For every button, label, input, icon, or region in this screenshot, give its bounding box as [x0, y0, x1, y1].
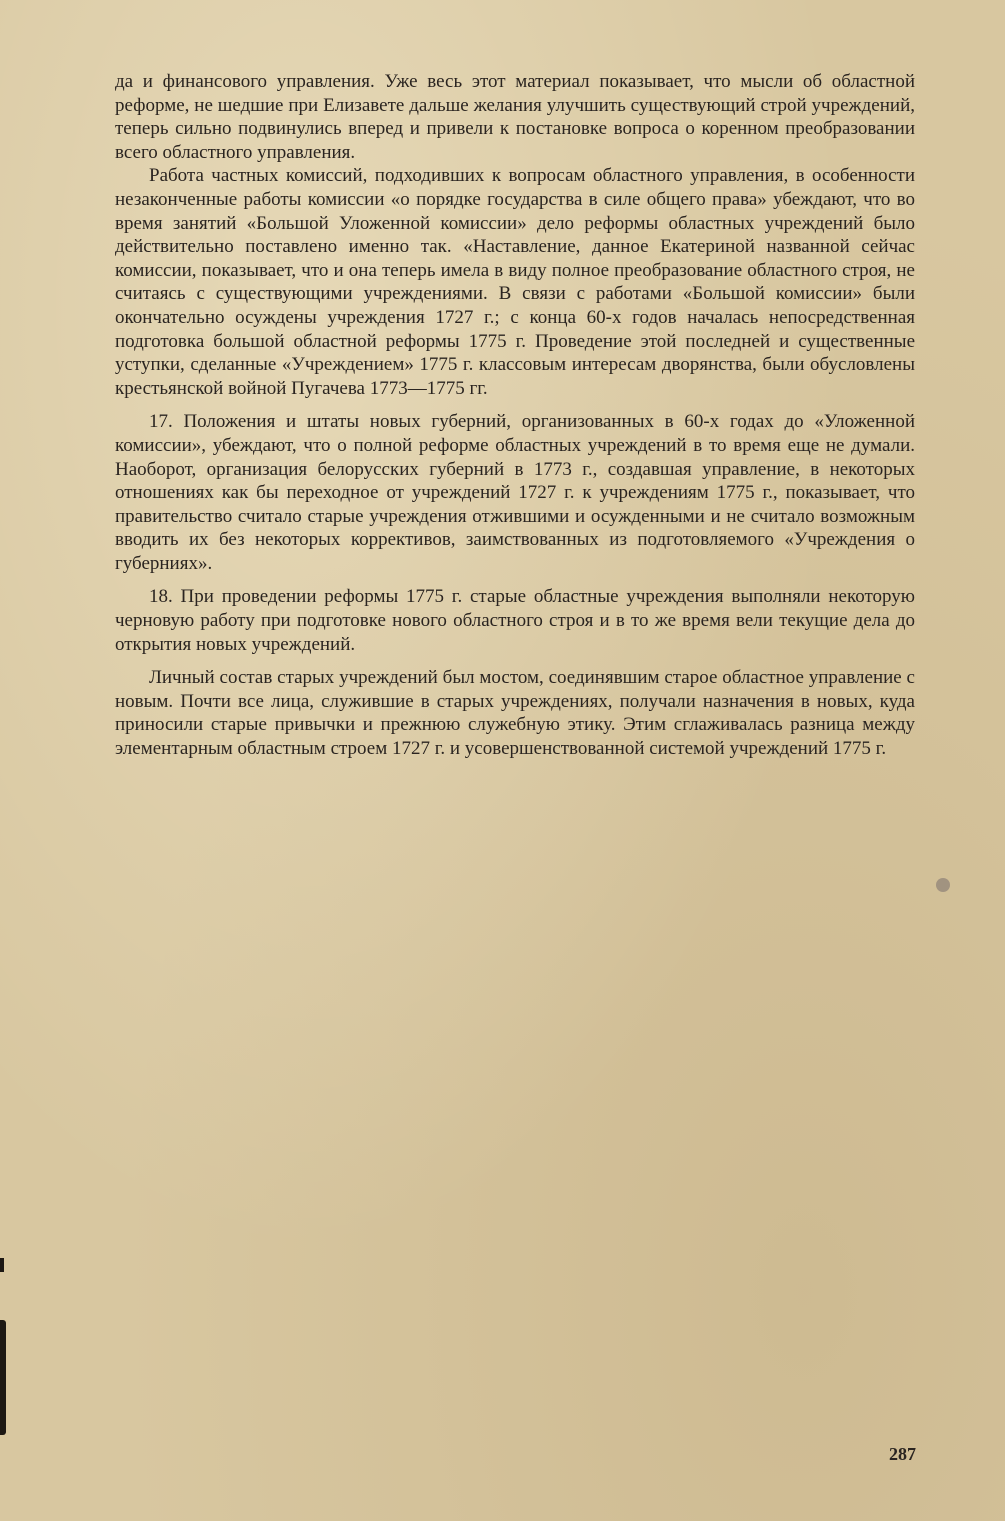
body-text — [115, 70, 915, 761]
page-number: 287 — [889, 1444, 916, 1464]
paragraph-3: 17. Положения и штаты новых губерний, организованных в 60-х годах до «Уложенной комиссии», убеждают, что о полной реформе областных учреждений в то время еще не думали. Наоборот, организация белорусских губерний в 1773 г., создавшая управление, в некоторых отношениях как бы переходное от учреждений 1727 г. к учреждениям 1775 г., показывает, что правительство считало старые учреждения отжившими и осужденными и не считало возможным вводить их без некоторых коррективов, заимствованных из подготовляемого «Учреждения о губерниях». — [115, 411, 915, 574]
paragraph-5: Личный состав старых учреждений был мостом, соединявшим старое областное управление с новым. Почти все лица, служившие в старых учреждениях, получали назначения в новых, куда приносили старые привычки и прежнюю служебную этику. Этим сглаживалась разница между элементарным областным строем 1727 г. и усовершенствованной системой учреждений 1775 г. — [115, 667, 915, 760]
paragraph-1: да и финансового управления. Уже весь этот материал показывает, что мысли об областной реформе, не шедшие при Елизавете дальше желания улучшить существующий строй учреждений, теперь сильно подвинулись вперед и привели к постановке вопроса о коренном преобразовании всего областного управления. — [115, 71, 915, 163]
ink-smudge — [936, 878, 950, 892]
paragraph-2: Работа частных комиссий, подходивших к вопросам областного управления, в особенности незаконченные работы комиссии «о порядке государства в силе общего права» убеждают, что во время занятий «Большой Уложенной комиссии» дело реформы областных учреждений было действительно поставлено именно так. «Наставление, данное Екатериной названной сейчас комиссии, показывает, что и она теперь имела в виду полное преобразование областного строя, не считаясь с существующими учреждениями. В связи с работами «Большой комиссии» были окончательно осуждены учреждения 1727 г.; с конца 60-х годов началась непосредственная подготовка большой областной реформы 1775 г. Проведение этой последней и существенные уступки, сделанные «Учреждением» 1775 г. классовым интересам дворянства, были обусловлены крестьянской войной Пугачева 1773—1775 гг. — [115, 165, 915, 399]
paragraph-4: 18. При проведении реформы 1775 г. старые областные учреждения выполняли некоторую черновую работу при подготовке нового областного строя и в то же время вели текущие дела до открытия новых учреждений. — [115, 586, 915, 655]
binding-edge-mark-small — [0, 1258, 4, 1272]
binding-edge-mark — [0, 1320, 6, 1435]
